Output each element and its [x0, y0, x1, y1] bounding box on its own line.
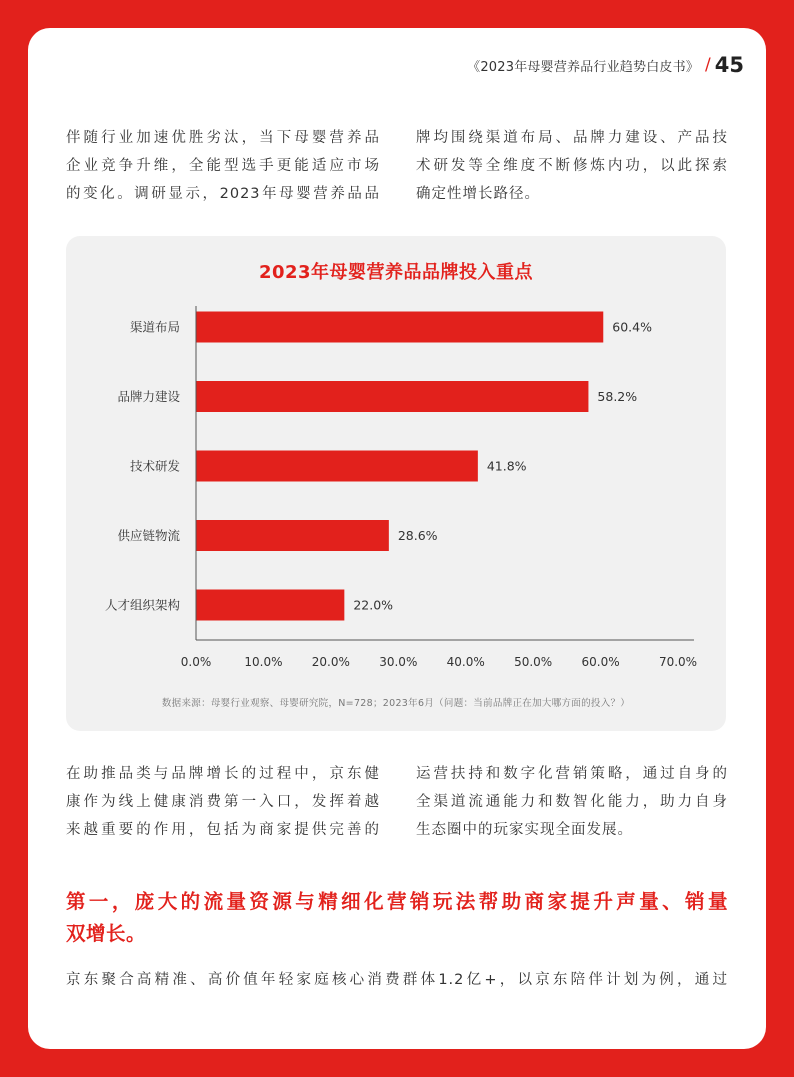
text-line: 京东聚合高精准、高价值年轻家庭核心消费群体1.2亿+，以京东陪伴计划为例，通过 [66, 972, 728, 988]
section-heading [66, 886, 728, 950]
bar [196, 312, 603, 343]
value-label: 41.8% [486, 458, 527, 474]
intro-column-right [416, 124, 728, 208]
text-line: 运营扶持和数字化营销策略，通过自身的 [416, 766, 728, 782]
bar-chart [66, 236, 726, 696]
text-line: 在助推品类与品牌增长的过程中，京东健 [66, 766, 380, 782]
bar [196, 590, 344, 621]
value-label: 58.2% [597, 389, 638, 404]
text-line: 生态圈中的玩家实现全面发展。 [416, 822, 633, 838]
chart-title: 2023年母婴营养品品牌投入重点 [258, 262, 534, 283]
value-label: 22.0% [353, 597, 394, 613]
text-line: 伴随行业加速优胜劣汰，当下母婴营养品 [66, 130, 380, 146]
category-label: 技术研发 [129, 458, 180, 474]
text-line: 康作为线上健康消费第一入口，发挥着越 [66, 794, 380, 810]
text-line: 来越重要的作用，包括为商家提供完善的 [66, 822, 380, 838]
value-label: 60.4% [612, 319, 652, 335]
page-sheet [28, 28, 766, 1049]
page-number: 45 [714, 53, 744, 77]
text-line: 术研发等全维度不断修炼内功，以此探索 [416, 158, 728, 174]
x-tick-label: 40.0% [446, 655, 485, 669]
category-label: 供应链物流 [117, 528, 180, 543]
section-heading-line: 第一，庞大的流量资源与精细化营销玩法帮助商家提升声量、销量 [66, 890, 728, 913]
text-line: 确定性增长路径。 [416, 186, 540, 202]
x-tick-label: 60.0% [581, 655, 620, 669]
bar [196, 520, 389, 551]
bar [196, 381, 588, 412]
category-label: 人才组织架构 [104, 597, 180, 613]
x-tick-label: 20.0% [311, 655, 350, 669]
x-tick-label: 50.0% [514, 655, 553, 669]
section-heading-line: 双增长。 [66, 922, 147, 945]
x-tick-label: 70.0% [658, 655, 698, 669]
category-label: 品牌力建设 [117, 389, 180, 404]
x-tick-label: 0.0% [180, 655, 212, 669]
category-label: 渠道布局 [129, 319, 180, 335]
x-tick-label: 10.0% [244, 655, 283, 669]
value-label: 28.6% [397, 528, 438, 543]
chart-card [66, 236, 726, 731]
header-divider: / [705, 55, 711, 75]
x-tick-label: 30.0% [379, 655, 418, 669]
chart-source-note: 数据来源：母婴行业观察、母婴研究院，N=728；2023年6月（问题：当前品牌正在加大哪方面的投入？） [161, 698, 631, 709]
intro-column-left [66, 124, 380, 208]
text-line: 牌均围绕渠道布局、品牌力建设、产品技 [416, 130, 728, 146]
text-line: 的变化。调研显示，2023年母婴营养品品 [66, 186, 380, 202]
report-title: 《2023年母婴营养品行业趋势白皮书》 [467, 59, 700, 75]
text-line: 企业竞争升维，全能型选手更能适应市场 [66, 158, 380, 174]
page-header [467, 50, 744, 80]
closing-paragraph [66, 966, 728, 994]
body-column-right [416, 760, 728, 844]
text-line: 全渠道流通能力和数智化能力，助力自身 [416, 794, 728, 810]
bar [196, 451, 478, 482]
body-column-left [66, 760, 380, 844]
